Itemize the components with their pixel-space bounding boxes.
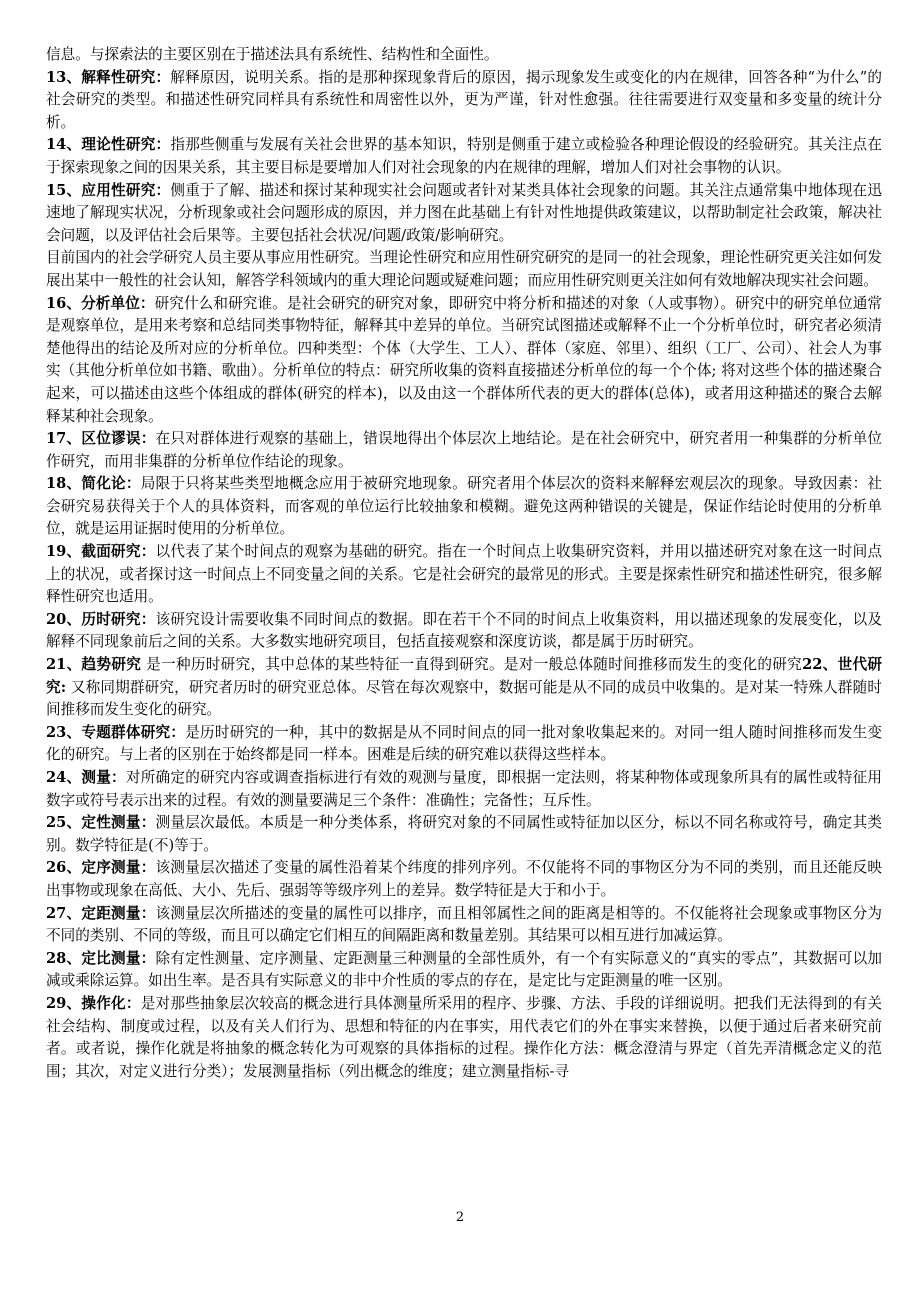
paragraph bbox=[46, 134, 882, 179]
paragraph bbox=[46, 44, 882, 67]
paragraph bbox=[46, 293, 882, 429]
paragraph bbox=[46, 812, 882, 857]
paragraph-term: 26、定序测量： bbox=[46, 859, 156, 877]
paragraph-text: 该测量层次描述了变量的属性沿着某个纬度的排列序列。不仅能将不同的事物区分为不同的类别，而且还能反映出事物或现象在高低、大小、先后、强弱等等级序列上的差异。数学特征是大于和小于。 bbox=[46, 859, 882, 899]
paragraph-text: 解释原因，说明关系。指的是那种探现象背后的原因，揭示现象发生或变化的内在规律，回答各种“为什么”的社会研究的类型。和描述性研究同样具有系统性和周密性以外，更为严谨，针对性愈强。往往需要进行双变量和多变量的统计分析。 bbox=[46, 68, 882, 131]
paragraph-term: 29、操作化： bbox=[46, 994, 141, 1012]
paragraph-term: 24、测量： bbox=[46, 769, 126, 786]
paragraph-term: 14、理论性研究： bbox=[46, 136, 171, 154]
paragraph-text: 是对那些抽象层次较高的概念进行具体测量所采用的程序、步骤、方法、手段的详细说明。把我们无法得到的有关社会结构、制度或过程，以及有关人们行为、思想和特征的内在事实，用代表它们的外在事实来替换，以便于通过后者来研究前者。或者说，操作化就是将抽象的概念转化为可观察的具体指标的过程。操作化方法：概念澄清与界定（首先弄清概念定义的范围；其次，对定义进行分类）；发展测量指标（列出概念的维度；建立测量指标-寻 bbox=[46, 994, 882, 1080]
paragraph-text: 目前国内的社会学研究人员主要从事应用性研究。当理论性研究和应用性研究研究的是同一的社会现象，理论性研究更关注如何发展出某中一般性的社会认知，解答学科领域内的重大理论问题或疑难问题；而应用性研究则更关注如何有效地解决现实社会问题。 bbox=[46, 249, 882, 289]
paragraph bbox=[46, 948, 882, 993]
paragraph-term: 28、定比测量： bbox=[46, 949, 156, 967]
paragraph-term: 25、定性测量： bbox=[46, 814, 156, 832]
paragraph-text: 以代表了某个时间点的观察为基础的研究。指在一个时间点上收集研究资料，并用以描述研究对象在这一时间点上的状况，或者探讨这一时间点上不同变量之间的关系。它是社会研究的最常见的形式。主要是探索性研究和描述性研究，很多解释性研究也适用。 bbox=[46, 543, 882, 606]
paragraph bbox=[46, 180, 882, 248]
paragraph-term: 16、分析单位： bbox=[46, 294, 155, 312]
paragraph-text: 又称同期群研究，研究者历时的研究亚总体。尽管在每次观察中，数据可能是从不同的成员中收集的。是对某一特殊人群随时间推移而发生变化的研究。 bbox=[46, 678, 882, 719]
paragraph bbox=[46, 428, 882, 473]
paragraph bbox=[46, 903, 882, 948]
paragraph bbox=[46, 67, 882, 135]
paragraph-term: 17、区位谬误： bbox=[46, 430, 156, 448]
paragraph-text: 在只对群体进行观察的基础上，错误地得出个体层次上地结论。是在社会研究中，研究者用一种集群的分析单位作研究，而用非集群的分析单位作结论的现象。 bbox=[46, 430, 882, 470]
paragraph bbox=[46, 654, 882, 722]
page-number: 2 bbox=[455, 1210, 465, 1225]
paragraph bbox=[46, 541, 882, 609]
paragraph-term: 18、简化论： bbox=[46, 475, 141, 493]
paragraph-text: 对所确定的研究内容或调查指标进行有效的观测与量度，即根据一定法则，将某种物体或现象所具有的属性或特征用数字或符号表示出来的过程。有效的测量要满足三个条件：准确性；完备性；互斥性。 bbox=[46, 769, 882, 809]
paragraph-term: 27、定距测量： bbox=[46, 904, 156, 922]
paragraph bbox=[46, 247, 882, 292]
paragraph bbox=[46, 857, 882, 902]
paragraph-text: 除有定性测量、定序测量、定距测量三种测量的全部性质外，有一个有实际意义的“真实的零点”，其数据可以加减或乘除运算。如出生率。是否具有实际意义的非中介性质的零点的存在，是定比与定距测量的唯一区别。 bbox=[46, 949, 882, 990]
paragraph-text: 研究什么和研究谁。是社会研究的研究对象，即研究中将分析和描述的对象（人或事物）。研究中的研究单位通常是观察单位，是用来考察和总结同类事物特征，解释其中差异的单位。当研究试图描述或解释不止一个分析单位时，研究者必须清楚他得出的结论及所对应的分析单位。四种类型：个体（大学生、工人）、群体（家庭、邻里）、组织（工厂、公司）、社会人为事实（其他分析单位如书籍、歌曲）。分析单位的特点：研究所收集的资料直接描述分析单位的每一个个体; 将对这些个体的描述聚合起来，可以描述由这些个体组成的群体(研究的样本)，以及由这一个群体所代表的更大的群体(总体)，或者用这种描述的聚合去解释某种社会现象。 bbox=[46, 294, 882, 425]
paragraph-term: 15、应用性研究： bbox=[46, 181, 171, 199]
paragraph-text: 侧重于了解、描述和探讨某种现实社会问题或者针对某类具体社会现象的问题。其关注点通常集中地体现在迅速地了解现实状况，分析现象或社会问题形成的原因，并力图在此基础上有针对性地提供政策建议，以帮助制定社会政策，解决社会问题，以及评估社会后果等。主要包括社会状况/问题/政策/影响研究。 bbox=[46, 181, 882, 244]
paragraph bbox=[46, 993, 882, 1083]
paragraph-text: 指那些侧重与发展有关社会世界的基本知识，特别是侧重于建立或检验各种理论假设的经验研究。其关注点在于探索现象之间的因果关系，其主要目标是要增加人们对社会现象的内在规律的理解，增加人们对社会事物的认识。 bbox=[46, 136, 882, 176]
paragraph-term: 13、解释性研究： bbox=[46, 68, 171, 86]
paragraph-text: 信息。与探索法的主要区别在于描述法具有系统性、结构性和全面性。 bbox=[46, 46, 499, 63]
paragraph bbox=[46, 609, 882, 654]
paragraph-term: 19、截面研究： bbox=[46, 543, 156, 561]
paragraph bbox=[46, 473, 882, 541]
paragraph-text: 局限于只将某些类型地概念应用于被研究地现象。研究者用个体层次的资料来解释宏观层次的现象。导致因素：社会研究易获得关于个人的具体资料，而客观的单位运行比较抽象和模糊。避免这两种错误的关键是，保证作结论时使用的分析单位，就是运用证据时使用的分析单位。 bbox=[46, 475, 882, 538]
paragraph-text: 是一种历时研究，其中总体的某些特征一直得到研究。是对一般总体随时间推移而发生的变化的研究 bbox=[141, 656, 803, 674]
paragraph-term: 22、世代研究: bbox=[46, 656, 883, 696]
paragraph-term: 23、专题群体研究： bbox=[46, 723, 186, 741]
paragraph bbox=[46, 767, 882, 812]
paragraph-term: 21、趋势研究 bbox=[46, 656, 142, 674]
paragraph-text: 该研究设计需要收集不同时间点的数据。即在若干个不同的时间点上收集资料，用以描述现象的发展变化，以及解释不同现象前后之间的关系。大多数实地研究项目，包括直接观察和深度访谈，都是属于历时研究。 bbox=[46, 610, 882, 651]
paragraph bbox=[46, 722, 882, 767]
document-body bbox=[46, 44, 882, 1083]
paragraph-text: 是历时研究的一种，其中的数据是从不同时间点的同一批对象收集起来的。对同一组人随时间推移而发生变化的研究。与上者的区别在于始终都是同一样本。困难是后续的研究难以获得这些样本。 bbox=[46, 723, 882, 764]
paragraph-term: 20、历时研究： bbox=[46, 610, 156, 628]
paragraph-text: 测量层次最低。本质是一种分类体系，将研究对象的不同属性或特征加以区分，标以不同名称或符号，确定其类别。数学特征是(不)等于。 bbox=[46, 814, 882, 854]
paragraph-text: 该测量层次所描述的变量的属性可以排序，而且相邻属性之间的距离是相等的。不仅能将社会现象或事物区分为不同的类别、不同的等级，而且可以确定它们相互的间隔距离和数量差别。其结果可以相互进行加减运算。 bbox=[46, 904, 882, 945]
